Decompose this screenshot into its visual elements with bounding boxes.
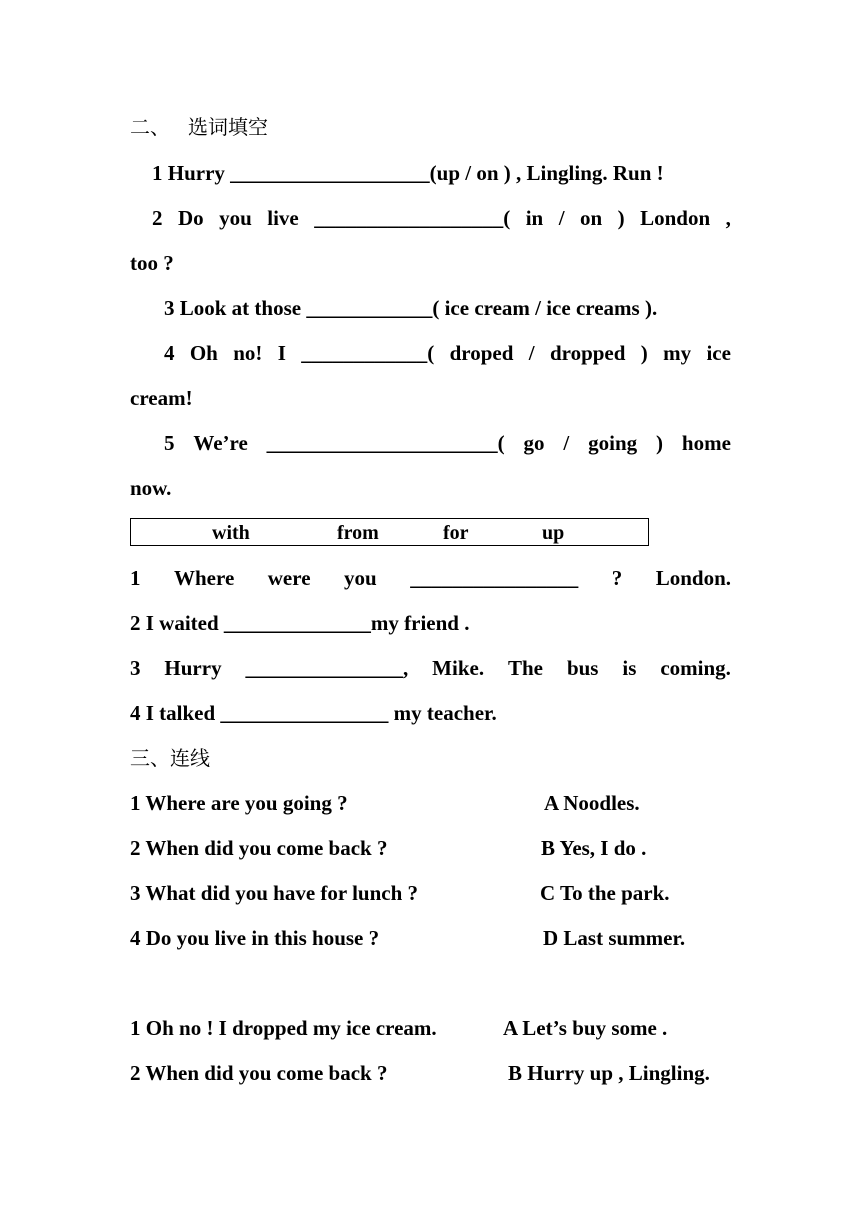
word: going <box>588 431 638 455</box>
match-question: 1 Oh no ! I dropped my ice cream. <box>130 1016 437 1040</box>
word-bank-item: with <box>212 522 250 544</box>
word: / <box>563 431 570 455</box>
word: The <box>508 656 544 680</box>
question-1 <box>152 160 731 186</box>
question-1-number: 1 <box>152 161 163 185</box>
question-4-line1 <box>164 340 731 366</box>
word: , <box>725 206 731 230</box>
word: my <box>663 341 692 365</box>
word: We’re <box>193 431 248 455</box>
word: I <box>277 341 286 365</box>
word: 2 <box>152 206 163 230</box>
word: coming. <box>660 656 731 680</box>
word: Where <box>174 566 235 590</box>
word: on <box>580 206 603 230</box>
word: London. <box>655 566 731 590</box>
match-question: 2 When did you come back ? <box>130 1061 388 1085</box>
word: ? <box>611 566 623 590</box>
section2-title: 选词填空 <box>188 115 268 139</box>
word: Do <box>177 206 204 230</box>
word: Mike. <box>432 656 485 680</box>
word: dropped <box>549 341 626 365</box>
question-2-line1 <box>152 205 731 231</box>
fill-question-2: 2 I waited ______________my friend . <box>130 611 470 635</box>
word: Hurry <box>164 656 222 680</box>
word: ) <box>617 206 625 230</box>
question-2-line2: too ? <box>130 251 174 275</box>
word: go <box>523 431 545 455</box>
word: London <box>640 206 711 230</box>
word: is <box>622 656 637 680</box>
question-1-text: Hurry ___________________(up / on ) , Lingling. Run ! <box>167 161 664 185</box>
word: / <box>528 341 535 365</box>
word-blank: ________________ <box>410 566 579 590</box>
match-answer: A Let’s buy some . <box>503 1016 668 1040</box>
word-bank-item: for <box>443 522 469 544</box>
word: ) <box>640 341 648 365</box>
section3-heading: 三、连线 <box>130 746 210 770</box>
word: were <box>267 566 311 590</box>
match-answer: D Last summer. <box>543 926 686 950</box>
match-answer: B Yes, I do . <box>541 836 647 860</box>
word-blank: __________________( <box>314 206 511 230</box>
word-bank-box <box>130 518 649 546</box>
word: you <box>344 566 377 590</box>
word: droped <box>449 341 514 365</box>
word: 3 <box>130 656 141 680</box>
question-3: 3 Look at those ____________( ice cream / ice creams ). <box>164 296 658 320</box>
match-question: 1 Where are you going ? <box>130 791 348 815</box>
word: bus <box>566 656 599 680</box>
section2-heading <box>130 114 731 140</box>
word: in <box>525 206 544 230</box>
fill-question-4: 4 I talked ________________ my teacher. <box>130 701 497 725</box>
question-4-line2: cream! <box>130 386 193 410</box>
match-answer: A Noodles. <box>544 791 640 815</box>
word: 4 <box>164 341 175 365</box>
word: Oh <box>189 341 218 365</box>
word-blank: ____________( <box>301 341 435 365</box>
word-blank: ______________________( <box>266 431 505 455</box>
word-bank-item: up <box>542 522 565 544</box>
word: no! <box>233 341 263 365</box>
section2-number: 二、 <box>130 115 170 139</box>
question-5-line1 <box>164 430 731 456</box>
word: / <box>558 206 565 230</box>
word: you <box>219 206 252 230</box>
word: 5 <box>164 431 175 455</box>
fill-question-3 <box>130 655 731 681</box>
match-question: 3 What did you have for lunch ? <box>130 881 419 905</box>
word: home <box>681 431 731 455</box>
word-bank-item: from <box>337 522 379 544</box>
word: ice <box>706 341 731 365</box>
word-blank: _______________, <box>245 656 409 680</box>
question-5-line2: now. <box>130 476 172 500</box>
word: 1 <box>130 566 141 590</box>
word: live <box>267 206 299 230</box>
match-answer: B Hurry up , Lingling. <box>508 1061 710 1085</box>
match-question: 4 Do you live in this house ? <box>130 926 380 950</box>
match-question: 2 When did you come back ? <box>130 836 388 860</box>
match-answer: C To the park. <box>540 881 670 905</box>
fill-question-1 <box>130 565 731 591</box>
word: ) <box>656 431 664 455</box>
